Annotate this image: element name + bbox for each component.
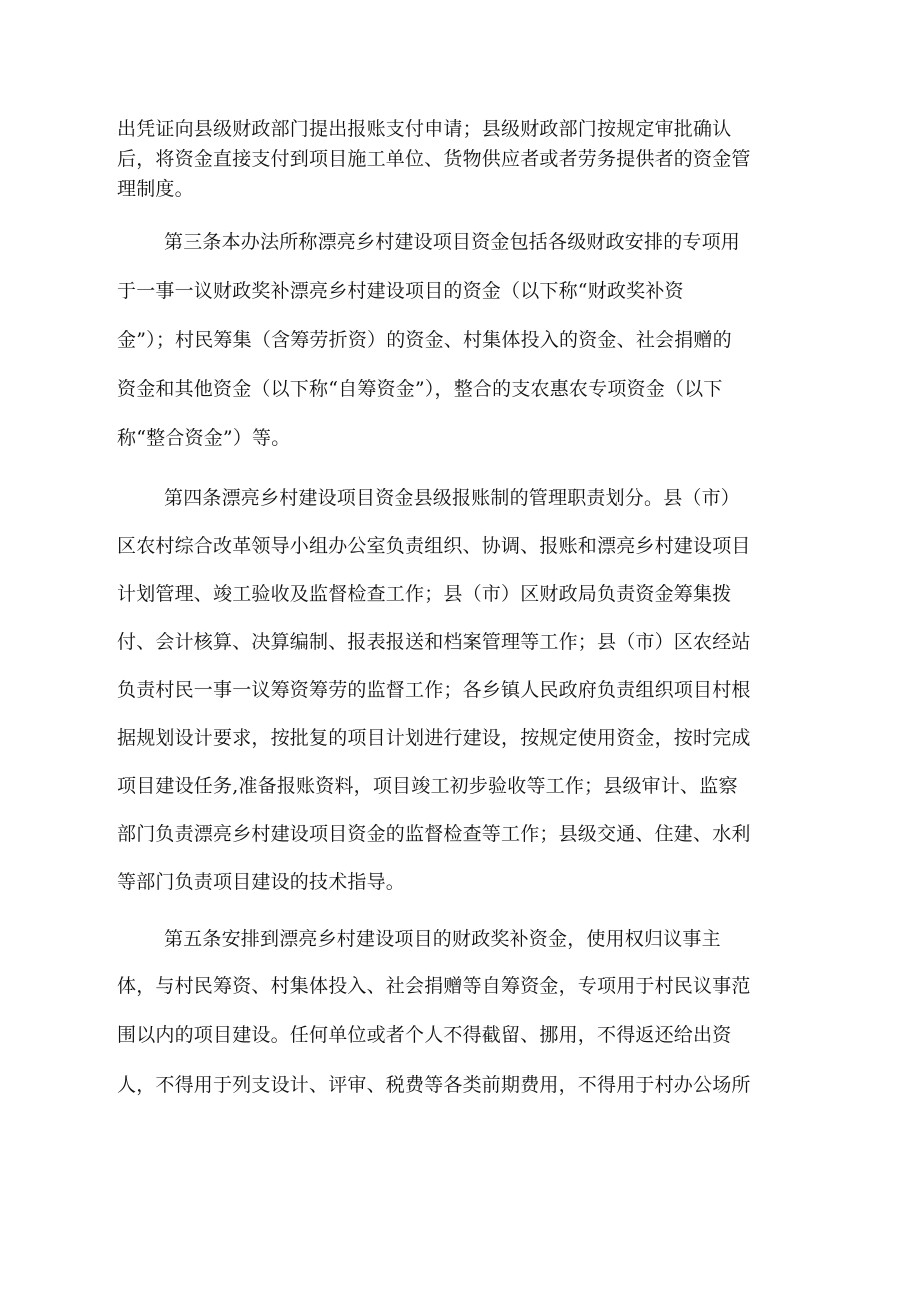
paragraph-line: 出凭证向县级财政部门提出报账支付申请；县级财政部门按规定审批确认 (117, 118, 732, 140)
article-5-line: 体，与村民筹资、村集体投入、社会捐赠等自筹资金，专项用于村民议事范 (117, 975, 751, 997)
article-4-line: 项目建设任务,准备报账资料，项目竣工初步验收等工作；县级审计、监察 (117, 775, 738, 797)
article-4-line: 负责村民一事一议筹资筹劳的监督工作；各乡镇人民政府负责组织项目村根 (117, 679, 751, 701)
article-3-line: 于一事一议财政奖补漂亮乡村建设项目的资金（以下称“财政奖补资 (117, 280, 684, 302)
article-5-line: 第五条安排到漂亮乡村建设项目的财政奖补资金，使用权归议事主 (164, 928, 721, 950)
article-3-line: 资金和其他资金（以下称“自筹资金”），整合的支农惠农专项资金（以下 (117, 378, 723, 400)
paragraph-line: 理制度。 (117, 178, 194, 200)
article-3-line: 称“整合资金”）等。 (117, 427, 291, 449)
article-4-line: 第四条漂亮乡村建设项目资金县级报账制的管理职责划分。县（市） (164, 487, 741, 509)
article-3-line: 第三条本办法所称漂亮乡村建设项目资金包括各级财政安排的专项用 (164, 231, 741, 253)
article-3-line: 金”）；村民筹集（含筹劳折资）的资金、村集体投入的资金、社会捐赠的 (117, 329, 732, 351)
article-4-line: 据规划设计要求，按批复的项目计划进行建设，按规定使用资金，按时完成 (117, 727, 751, 749)
article-5-line: 人，不得用于列支设计、评审、税费等各类前期费用，不得用于村办公场所 (117, 1074, 751, 1096)
article-4-line: 区农村综合改革领导小组办公室负责组织、协调、报账和漂亮乡村建设项目 (117, 535, 751, 557)
article-4-line: 付、会计核算、决算编制、报表报送和档案管理等工作；县（市）区农经站 (117, 631, 751, 653)
article-4-line: 等部门负责项目建设的技术指导。 (117, 871, 406, 893)
article-5-line: 围以内的项目建设。任何单位或者个人不得截留、挪用，不得返还给出资 (117, 1024, 732, 1046)
paragraph-line: 后，将资金直接支付到项目施工单位、货物供应者或者劳务提供者的资金管 (117, 148, 751, 170)
article-4-line: 计划管理、竣工验收及监督检查工作；县（市）区财政局负责资金筹集拨 (117, 583, 732, 605)
article-4-line: 部门负责漂亮乡村建设项目资金的监督检查等工作；县级交通、住建、水利 (117, 823, 751, 845)
